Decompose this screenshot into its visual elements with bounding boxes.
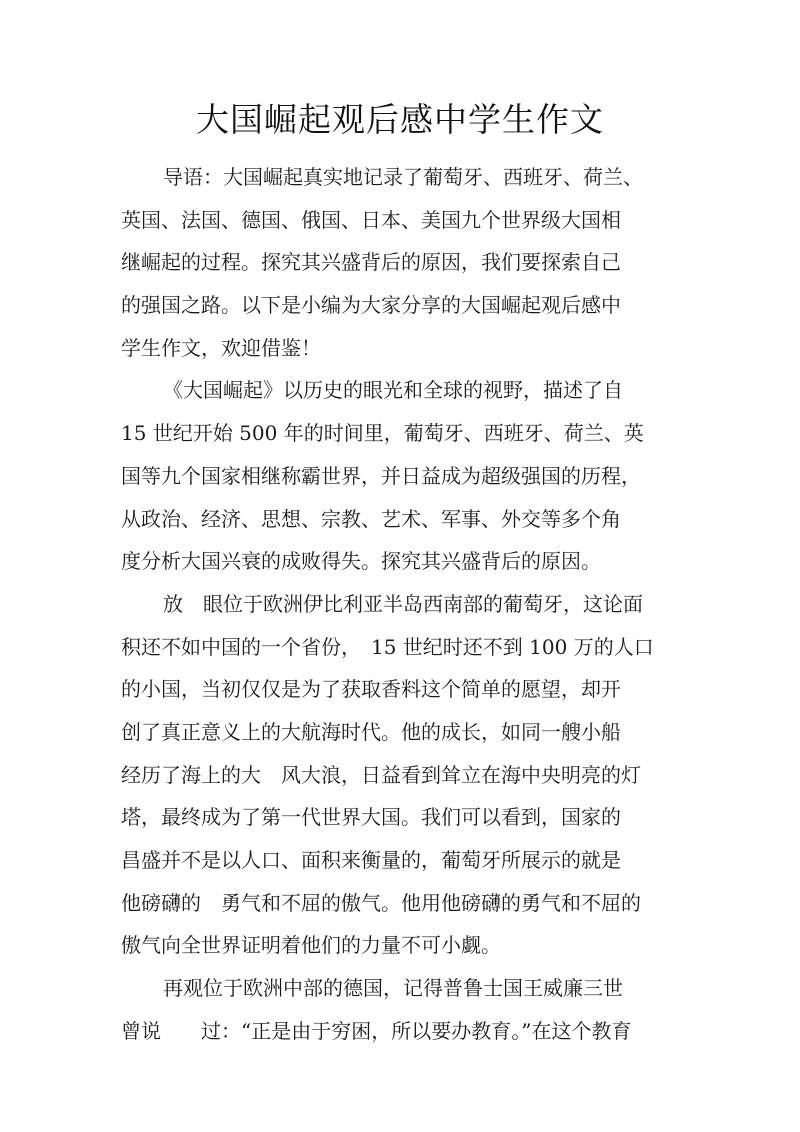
- text-line: 15 世纪开始 500 年的时间里，葡萄牙、西班牙、荷兰、英: [121, 421, 644, 446]
- text-line: 英国、法国、德国、俄国、日本、美国九个世界级大国相: [121, 207, 621, 232]
- text-line: 的强国之路。以下是小编为大家分享的大国崛起观后感中: [121, 293, 621, 318]
- text-line: 曾说 过：“正是由于穷困，所以要办教育。”在这个教育: [121, 1018, 632, 1043]
- text-line: 度分析大国兴衰的成败得失。探究其兴盛背后的原因。: [121, 549, 601, 574]
- document-title: 大国崛起观后感中学生作文: [196, 100, 604, 139]
- text-line: 继崛起的过程。探究其兴盛背后的原因，我们要探索自己: [121, 250, 621, 275]
- text-line: 学生作文，欢迎借鉴！: [121, 335, 321, 360]
- text-line: 傲气向全世界证明着他们的力量不可小觑。: [121, 933, 501, 958]
- text-line: 他磅礴的 勇气和不屈的傲气。他用他磅礴的勇气和不屈的: [121, 890, 641, 915]
- text-line: 放 眼位于欧洲伊比利亚半岛西南部的葡萄牙，这论面: [163, 591, 643, 616]
- text-line: 从政治、经济、思想、宗教、艺术、军事、外交等多个角: [121, 506, 621, 531]
- text-line: 《大国崛起》以历史的眼光和全球的视野，描述了自: [163, 378, 623, 403]
- text-line: 导语：大国崛起真实地记录了葡萄牙、西班牙、荷兰、: [163, 165, 643, 189]
- text-line: 昌盛并不是以人口、面积来衡量的，葡萄牙所展示的就是: [121, 848, 621, 872]
- document-body: [121, 156, 701, 1052]
- text-line: 再观位于欧洲中部的德国，记得普鲁士国王威廉三世: [163, 976, 623, 1001]
- text-line: 国等九个国家相继称霸世界，并日益成为超级强国的历程，: [121, 463, 641, 488]
- text-line: 积还不如中国的一个省份， 15 世纪时还不到 100 万的人口: [121, 634, 654, 659]
- text-line: 的小国，当初仅仅是为了获取香料这个简单的愿望，却开: [121, 677, 621, 702]
- text-line: 塔，最终成为了第一代世界大国。我们可以看到，国家的: [121, 805, 621, 830]
- text-line: 创了真正意义上的大航海时代。他的成长，如同一艘小船: [121, 719, 621, 744]
- text-line: 经历了海上的大 风大浪，日益看到耸立在海中央明亮的灯: [121, 762, 641, 787]
